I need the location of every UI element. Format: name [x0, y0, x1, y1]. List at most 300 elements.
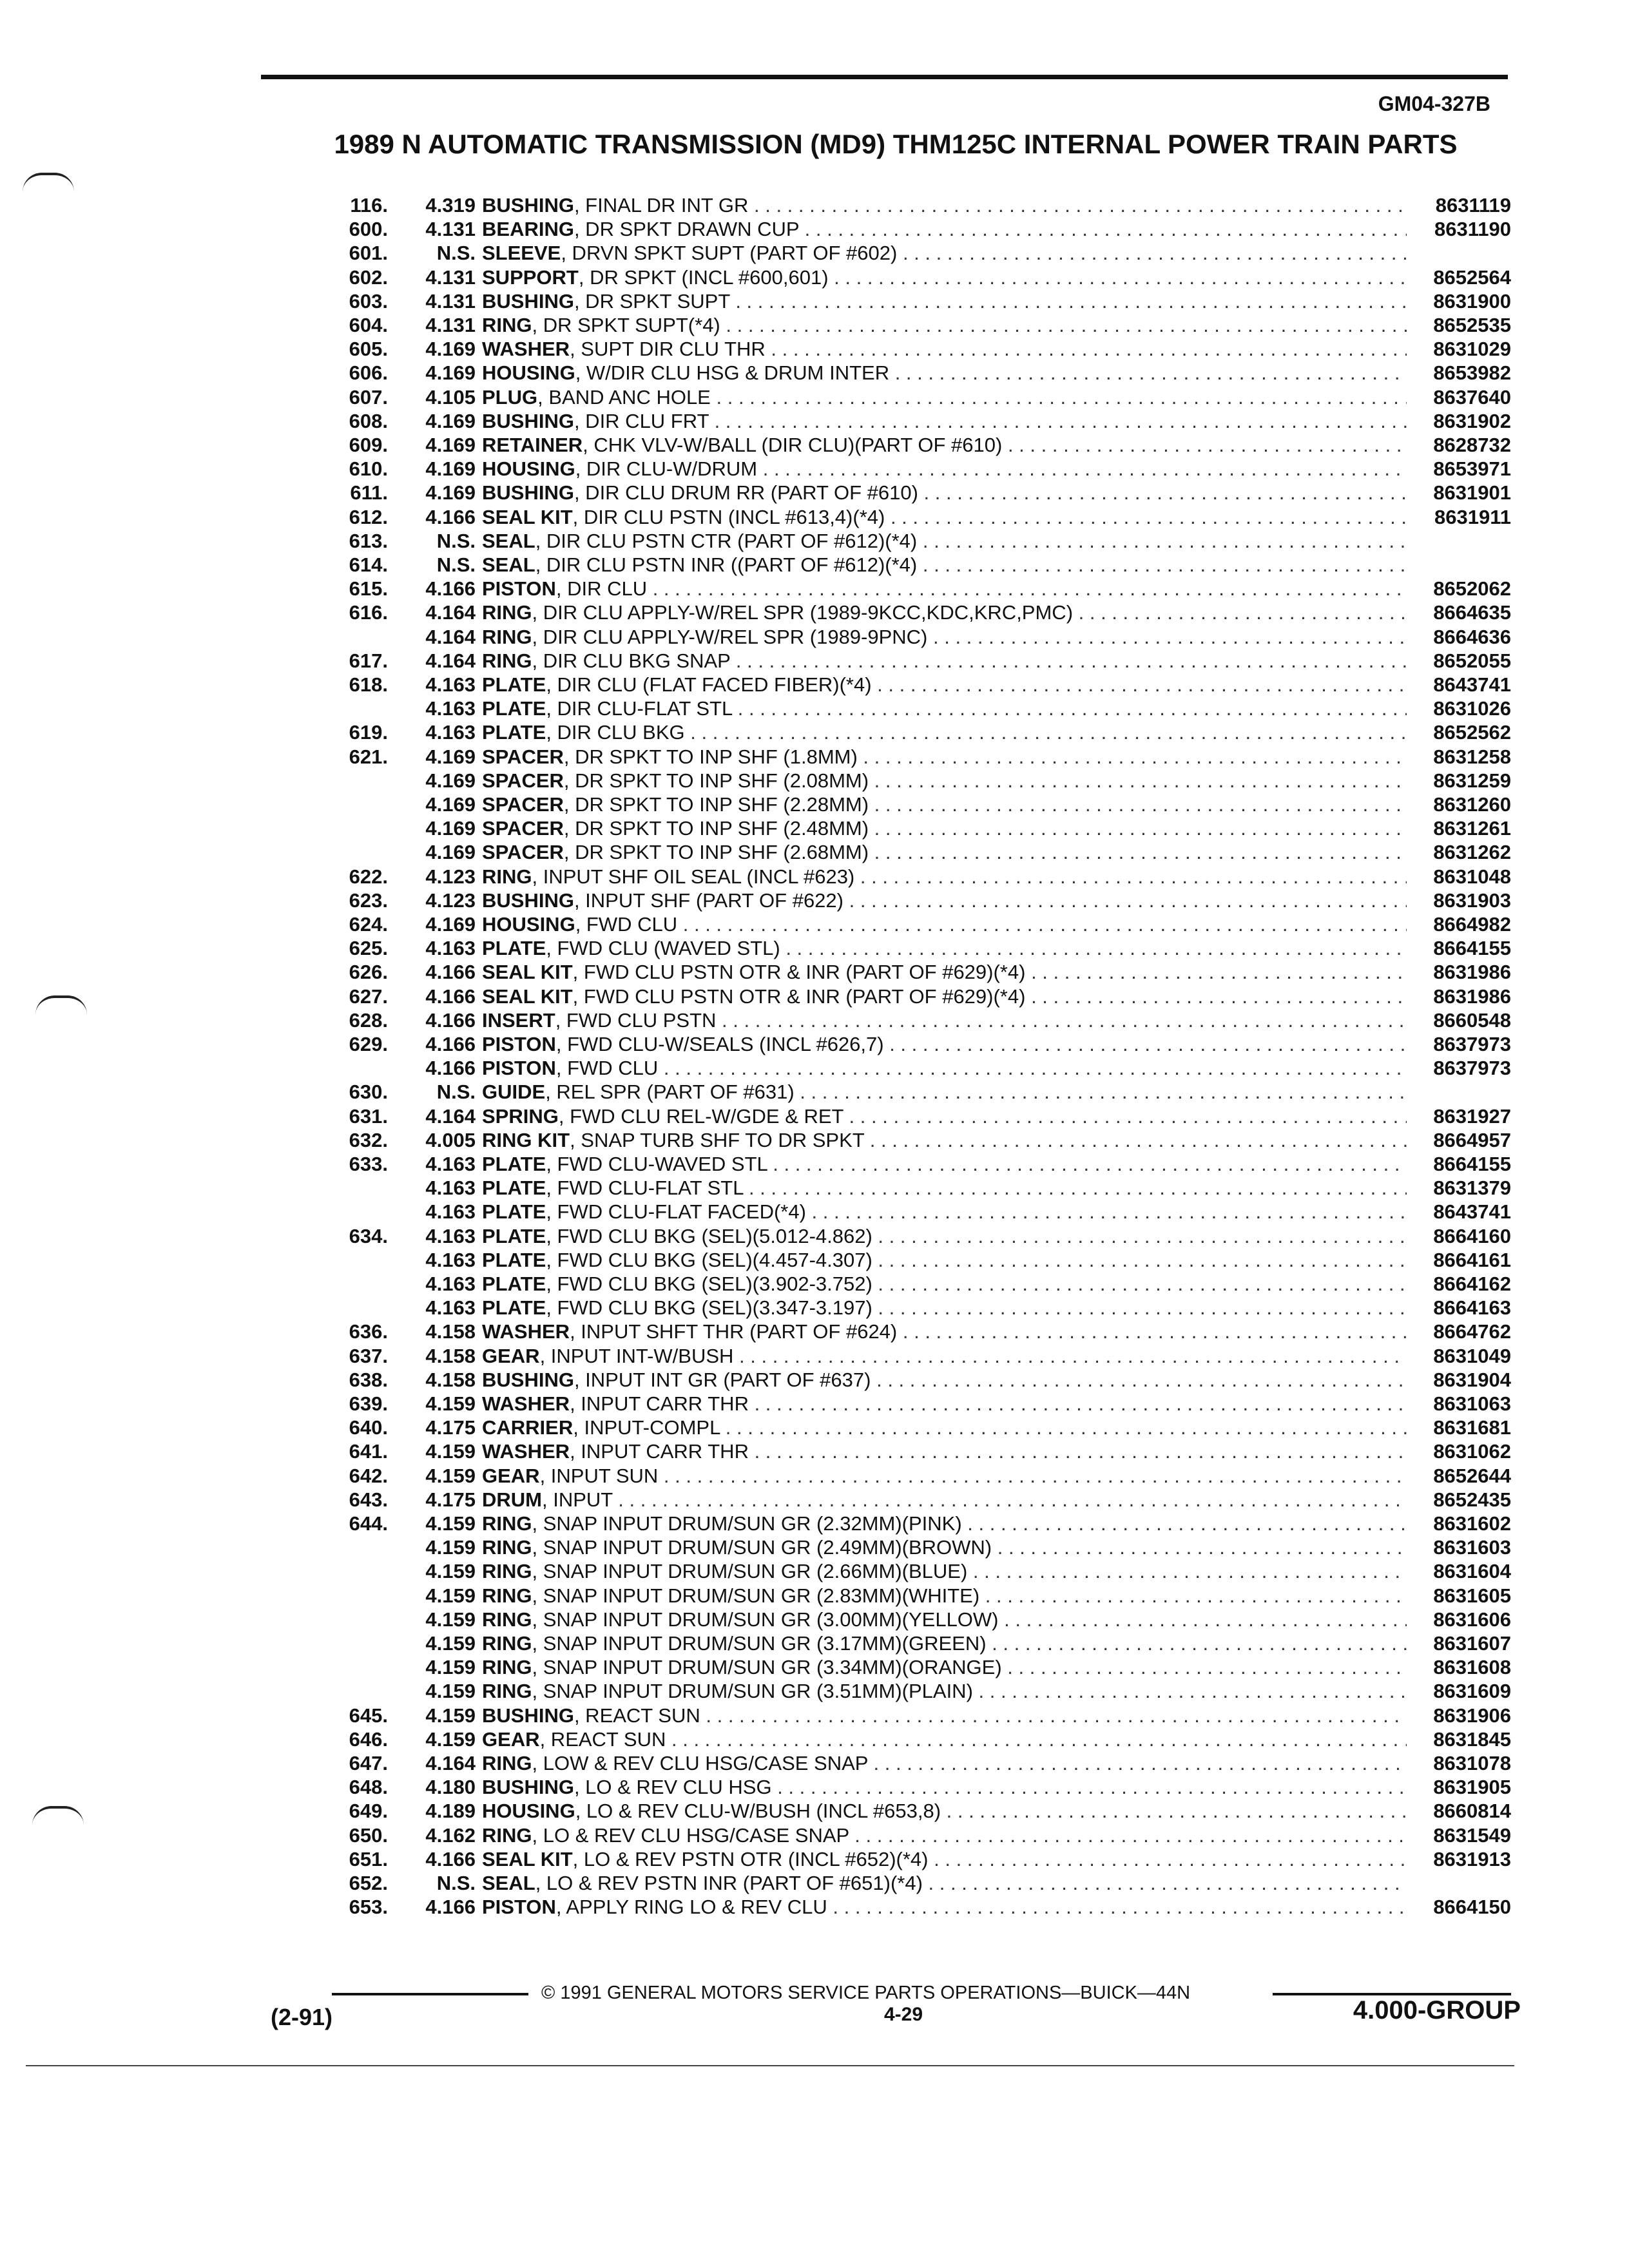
item-number: 639.: [349, 1392, 388, 1415]
part-detail: , INPUT SUN: [539, 1464, 659, 1487]
part-row: [0, 1080, 1629, 1104]
part-row: [0, 505, 1629, 529]
group-code: 4.159: [425, 1608, 476, 1631]
part-name: GEAR: [482, 1344, 540, 1367]
group-code: 4.163: [425, 673, 476, 696]
part-detail: , DIR CLU PSTN (INCL #613,4)(*4): [572, 505, 885, 528]
part-name: SPACER: [482, 793, 564, 816]
item-number: 604.: [349, 314, 388, 336]
part-description: [482, 1248, 1407, 1272]
part-number: 8631906: [1433, 1704, 1511, 1727]
part-number: 8631063: [1433, 1392, 1511, 1415]
part-description: [482, 1871, 1407, 1895]
part-description: [482, 1224, 1407, 1248]
part-detail: , DR SPKT TO INP SHF (2.28MM): [563, 793, 869, 816]
item-number: 628.: [349, 1008, 388, 1032]
part-row: [0, 840, 1629, 864]
part-name: BUSHING: [482, 1776, 574, 1799]
part-row: [0, 1176, 1629, 1200]
part-description: [482, 1152, 1407, 1176]
part-description: [482, 1296, 1407, 1320]
part-description: [482, 1439, 1407, 1463]
part-number: 8664155: [1433, 937, 1511, 960]
part-detail: , DR SPKT SUPT(*4): [532, 314, 720, 336]
part-name: CARRIER: [482, 1416, 574, 1439]
part-row: [0, 601, 1629, 624]
group-code: 4.169: [425, 434, 476, 456]
part-description: [482, 1775, 1407, 1799]
part-row: [0, 720, 1629, 744]
part-row: [0, 481, 1629, 505]
part-row: [0, 385, 1629, 409]
part-description: [482, 1272, 1407, 1296]
part-row: [0, 912, 1629, 936]
group-code: 4.163: [425, 1273, 476, 1295]
part-name: BUSHING: [482, 1704, 574, 1727]
group-code: 4.169: [425, 409, 476, 432]
part-row: [0, 337, 1629, 361]
group-code: 4.166: [425, 1057, 476, 1080]
part-number: 8631549: [1433, 1823, 1511, 1847]
part-number: 8631049: [1433, 1344, 1511, 1367]
part-detail: , DRVN SPKT SUPT (PART OF #602): [561, 242, 898, 265]
item-number: 614.: [349, 553, 388, 576]
part-name: SEAL: [482, 553, 535, 576]
part-detail: , INPUT-COMPL: [573, 1416, 720, 1439]
part-name: BUSHING: [482, 409, 574, 432]
group-code: 4.159: [425, 1464, 476, 1487]
group-code: 4.319: [425, 194, 476, 216]
part-description: [482, 1104, 1407, 1128]
part-row: [0, 577, 1629, 601]
part-description: [482, 1751, 1407, 1775]
group-code: 4.162: [425, 1823, 476, 1847]
part-number: 8652062: [1433, 577, 1511, 601]
part-description: [482, 936, 1407, 960]
item-number: 645.: [349, 1704, 388, 1727]
part-name: PISTON: [482, 577, 556, 601]
part-number: 8631609: [1433, 1680, 1511, 1703]
item-number: 603.: [349, 289, 388, 312]
group-code: 4.166: [425, 577, 476, 601]
part-name: SUPPORT: [482, 265, 579, 289]
part-row: [0, 985, 1629, 1008]
part-number: 8631262: [1433, 841, 1511, 864]
part-description: [482, 265, 1407, 289]
part-detail: , DIR CLU PSTN INR ((PART OF #612)(*4): [535, 553, 918, 576]
part-description: [482, 1704, 1407, 1727]
part-number: 8631602: [1433, 1512, 1511, 1535]
left-margin-mark: [23, 173, 74, 192]
part-row: [0, 361, 1629, 385]
part-row: [0, 625, 1629, 649]
part-description: [482, 1631, 1407, 1655]
part-detail: , APPLY RING LO & REV CLU: [555, 1896, 827, 1919]
item-number: 647.: [349, 1752, 388, 1774]
page-title: 1989 N AUTOMATIC TRANSMISSION (MD9) THM125C INTERNAL POWER TRAIN PARTS: [334, 129, 1458, 159]
part-row: [0, 1128, 1629, 1152]
group-code: N.S.: [436, 1081, 476, 1104]
group-code: 4.159: [425, 1560, 476, 1583]
part-name: SPACER: [482, 841, 564, 864]
part-name: SPACER: [482, 745, 564, 768]
part-row: [0, 793, 1629, 816]
group-code: 4.169: [425, 769, 476, 792]
part-detail: , DR SPKT (INCL #600,601): [578, 265, 829, 289]
part-detail: , LO & REV PSTN OTR (INCL #652)(*4): [572, 1847, 929, 1870]
item-number: 652.: [349, 1872, 388, 1894]
part-detail: , DIR CLU PSTN CTR (PART OF #612)(*4): [535, 529, 918, 552]
item-number: 646.: [349, 1727, 388, 1751]
part-number: 8637973: [1433, 1033, 1511, 1055]
part-detail: , FWD CLU PSTN: [555, 1008, 717, 1032]
part-row: [0, 1775, 1629, 1799]
part-description: [482, 1056, 1407, 1080]
part-number: 8631681: [1433, 1416, 1511, 1439]
part-number: 8631913: [1433, 1847, 1511, 1870]
group-code: 4.169: [425, 361, 476, 385]
part-name: WASHER: [482, 338, 570, 361]
group-code: 4.159: [425, 1656, 476, 1679]
part-row: [0, 241, 1629, 265]
part-name: RING: [482, 1680, 532, 1703]
part-name: PLUG: [482, 385, 538, 408]
part-detail: , REL SPR (PART OF #631): [545, 1081, 795, 1104]
part-detail: , INPUT SHF (PART OF #622): [574, 889, 843, 912]
part-name: RING: [482, 1608, 532, 1631]
group-code: 4.169: [425, 745, 476, 768]
part-detail: , FWD CLU: [555, 1057, 659, 1080]
item-number: 613.: [349, 529, 388, 552]
part-detail: , INPUT SHF OIL SEAL (INCL #623): [532, 865, 855, 888]
part-number: 8631927: [1433, 1104, 1511, 1128]
footer-copyright: © 1991 GENERAL MOTORS SERVICE PARTS OPERATIONS—BUICK—44N: [541, 1983, 1191, 2003]
part-detail: , FWD CLU-WAVED STL: [546, 1153, 767, 1175]
part-detail: , DIR CLU FRT: [574, 409, 709, 432]
item-number: 607.: [349, 385, 388, 408]
item-number: 605.: [349, 338, 388, 361]
part-number: 8631026: [1433, 697, 1511, 720]
part-name: SLEEVE: [482, 242, 561, 265]
group-code: 4.175: [425, 1488, 476, 1511]
group-code: 4.159: [425, 1512, 476, 1535]
item-number: 616.: [349, 601, 388, 624]
part-name: INSERT: [482, 1008, 555, 1032]
part-description: [482, 960, 1407, 984]
part-description: [482, 720, 1407, 744]
part-detail: , LO & REV CLU HSG/CASE SNAP: [532, 1823, 849, 1847]
part-row: [0, 1152, 1629, 1176]
part-name: HOUSING: [482, 361, 575, 385]
part-row: [0, 1320, 1629, 1343]
part-number: 8652055: [1433, 649, 1511, 672]
part-description: [482, 1535, 1407, 1559]
part-number: 8631261: [1433, 817, 1511, 840]
item-number: 600.: [349, 218, 388, 241]
part-description: [482, 745, 1407, 769]
part-row: [0, 1392, 1629, 1416]
part-description: [482, 1727, 1407, 1751]
item-number: 622.: [349, 865, 388, 888]
part-description: [482, 769, 1407, 793]
part-row: [0, 1272, 1629, 1296]
group-code: 4.158: [425, 1344, 476, 1367]
group-code: 4.164: [425, 625, 476, 648]
part-name: SPACER: [482, 769, 564, 792]
item-number: 648.: [349, 1776, 388, 1799]
part-row: [0, 1847, 1629, 1871]
part-name: RING: [482, 649, 532, 672]
part-detail: , BAND ANC HOLE: [537, 385, 711, 408]
group-code: 4.123: [425, 889, 476, 912]
part-description: [482, 1488, 1407, 1512]
part-description: [482, 865, 1407, 889]
part-row: [0, 745, 1629, 769]
part-description: [482, 673, 1407, 697]
part-detail: , W/DIR CLU HSG & DRUM INTER: [575, 361, 890, 385]
part-description: [482, 313, 1407, 337]
part-detail: , DIR CLU BKG: [546, 721, 685, 744]
part-number: 8664160: [1433, 1224, 1511, 1247]
part-number: 8631604: [1433, 1560, 1511, 1583]
part-number: 8637973: [1433, 1057, 1511, 1080]
item-number: 629.: [349, 1033, 388, 1055]
part-number: 8653971: [1433, 457, 1511, 481]
group-code: 4.105: [425, 385, 476, 408]
part-description: [482, 505, 1407, 529]
item-number: 625.: [349, 937, 388, 960]
part-row: [0, 553, 1629, 577]
part-name: BUSHING: [482, 194, 574, 216]
group-code: 4.163: [425, 697, 476, 720]
group-code: N.S.: [436, 242, 476, 265]
part-row: [0, 1464, 1629, 1488]
part-description: [482, 1344, 1407, 1368]
part-description: [482, 1655, 1407, 1679]
group-code: 4.164: [425, 601, 476, 624]
document-id: GM04-327B: [1378, 92, 1490, 115]
part-name: SPACER: [482, 817, 564, 840]
part-name: HOUSING: [482, 457, 575, 481]
part-row: [0, 1679, 1629, 1703]
part-row: [0, 1608, 1629, 1631]
part-row: [0, 1104, 1629, 1128]
group-code: 4.166: [425, 1896, 476, 1919]
part-number: 8631379: [1433, 1177, 1511, 1200]
group-code: 4.164: [425, 649, 476, 672]
part-detail: , DIR CLU APPLY-W/REL SPR (1989-9KCC,KDC,KRC,PMC): [532, 601, 1074, 624]
part-detail: , DIR CLU-W/DRUM: [575, 457, 758, 481]
part-description: [482, 361, 1407, 385]
part-name: RING: [482, 1823, 532, 1847]
part-detail: , DR SPKT DRAWN CUP: [574, 218, 800, 241]
item-number: 631.: [349, 1104, 388, 1128]
part-name: BEARING: [482, 218, 574, 241]
item-number: 632.: [349, 1128, 388, 1151]
group-code: 4.189: [425, 1800, 476, 1823]
part-row: [0, 1200, 1629, 1224]
part-name: WASHER: [482, 1440, 570, 1463]
part-name: PLATE: [482, 1296, 546, 1320]
item-number: 643.: [349, 1488, 388, 1511]
part-description: [482, 601, 1407, 624]
part-row: [0, 816, 1629, 840]
item-number: 608.: [349, 409, 388, 432]
part-name: RING: [482, 625, 532, 648]
part-row: [0, 1799, 1629, 1823]
part-number: 8652564: [1433, 265, 1511, 289]
part-name: GEAR: [482, 1727, 540, 1751]
part-row: [0, 1823, 1629, 1847]
group-code: 4.159: [425, 1632, 476, 1655]
part-detail: , FWD CLU (WAVED STL): [546, 937, 780, 960]
group-code: 4.169: [425, 841, 476, 864]
part-name: PLATE: [482, 937, 546, 960]
part-number: 8631902: [1433, 409, 1511, 432]
part-row: [0, 1512, 1629, 1535]
part-detail: , DIR CLU: [555, 577, 648, 601]
part-description: [482, 1823, 1407, 1847]
part-number: 8652435: [1433, 1488, 1511, 1511]
item-number: 602.: [349, 265, 388, 289]
part-detail: , DR SPKT SUPT: [574, 289, 730, 312]
item-number: 641.: [349, 1440, 388, 1463]
part-detail: , LO & REV CLU-W/BUSH (INCL #653,8): [575, 1800, 941, 1823]
part-row: [0, 1535, 1629, 1559]
part-number: 8643741: [1433, 1200, 1511, 1224]
part-name: SEAL KIT: [482, 985, 573, 1008]
part-row: [0, 1439, 1629, 1463]
part-name: PISTON: [482, 1033, 556, 1055]
group-code: 4.163: [425, 1296, 476, 1320]
group-code: 4.131: [425, 218, 476, 241]
part-detail: , FWD CLU PSTN OTR & INR (PART OF #629)(*4): [572, 961, 1026, 984]
part-number: 8631260: [1433, 793, 1511, 816]
part-description: [482, 625, 1407, 649]
group-code: 4.131: [425, 289, 476, 312]
part-name: PLATE: [482, 721, 546, 744]
part-row: [0, 1344, 1629, 1368]
part-number: 8664635: [1433, 601, 1511, 624]
group-code: 4.164: [425, 1104, 476, 1128]
part-detail: , SNAP INPUT DRUM/SUN GR (2.66MM)(BLUE): [532, 1560, 968, 1583]
part-row: [0, 193, 1629, 217]
part-description: [482, 577, 1407, 601]
part-name: WASHER: [482, 1392, 570, 1415]
part-number: 8664155: [1433, 1153, 1511, 1175]
item-number: 638.: [349, 1368, 388, 1391]
part-detail: , FINAL DR INT GR: [574, 194, 749, 216]
part-detail: , REACT SUN: [539, 1727, 666, 1751]
part-detail: , FWD CLU: [575, 913, 678, 936]
part-row: [0, 313, 1629, 337]
part-name: SEAL KIT: [482, 505, 573, 528]
group-code: 4.175: [425, 1416, 476, 1439]
group-code: 4.158: [425, 1368, 476, 1391]
part-number: 8631901: [1433, 481, 1511, 505]
part-number: 8631603: [1433, 1536, 1511, 1559]
part-row: [0, 1296, 1629, 1320]
part-row: [0, 1655, 1629, 1679]
part-name: GUIDE: [482, 1081, 546, 1104]
part-number: 8628732: [1433, 434, 1511, 456]
part-number: 8631062: [1433, 1440, 1511, 1463]
part-row: [0, 1416, 1629, 1439]
part-description: [482, 1847, 1407, 1871]
part-detail: , LOW & REV CLU HSG/CASE SNAP: [532, 1752, 868, 1774]
part-detail: , INPUT: [542, 1488, 613, 1511]
group-code: 4.164: [425, 1752, 476, 1774]
part-description: [482, 649, 1407, 673]
part-description: [482, 1080, 1407, 1104]
part-description: [482, 529, 1407, 553]
item-number: 617.: [349, 649, 388, 672]
group-code: 4.166: [425, 1033, 476, 1055]
part-description: [482, 1512, 1407, 1535]
part-number: 8664982: [1433, 913, 1511, 936]
group-code: 4.163: [425, 1200, 476, 1224]
item-number: 619.: [349, 721, 388, 744]
part-detail: , SNAP INPUT DRUM/SUN GR (3.17MM)(GREEN): [532, 1632, 987, 1655]
group-code: 4.166: [425, 985, 476, 1008]
group-code: 4.005: [425, 1128, 476, 1151]
part-number: 8652644: [1433, 1464, 1511, 1487]
part-number: 8631986: [1433, 985, 1511, 1008]
part-detail: , DIR CLU (FLAT FACED FIBER)(*4): [546, 673, 872, 696]
part-detail: , DIR CLU DRUM RR (PART OF #610): [574, 481, 918, 505]
part-row: [0, 769, 1629, 793]
part-name: SEAL KIT: [482, 1847, 573, 1870]
item-number: 624.: [349, 913, 388, 936]
part-number: 8652562: [1433, 721, 1511, 744]
part-number: 8631607: [1433, 1632, 1511, 1655]
group-code: 4.158: [425, 1320, 476, 1343]
part-description: [482, 289, 1407, 313]
item-number: 637.: [349, 1344, 388, 1367]
part-number: 8652535: [1433, 314, 1511, 336]
group-code: 4.163: [425, 937, 476, 960]
part-description: [482, 793, 1407, 816]
part-description: [482, 1679, 1407, 1703]
item-number: 636.: [349, 1320, 388, 1343]
group-code: 4.169: [425, 481, 476, 505]
part-description: [482, 1584, 1407, 1608]
item-number: 612.: [349, 505, 388, 528]
part-detail: , SNAP TURB SHF TO DR SPKT: [570, 1128, 865, 1151]
part-name: BUSHING: [482, 889, 574, 912]
part-description: [482, 889, 1407, 912]
part-row: [0, 1584, 1629, 1608]
part-description: [482, 1559, 1407, 1583]
part-row: [0, 697, 1629, 720]
part-number: 8631048: [1433, 865, 1511, 888]
group-code: 4.166: [425, 505, 476, 528]
part-detail: , SNAP INPUT DRUM/SUN GR (2.32MM)(PINK): [532, 1512, 962, 1535]
item-number: 615.: [349, 577, 388, 601]
footer-date: (2-91): [271, 2004, 333, 2030]
item-number: 116.: [350, 194, 388, 216]
part-description: [482, 1032, 1407, 1056]
part-row: [0, 865, 1629, 889]
part-detail: , DIR CLU APPLY-W/REL SPR (1989-9PNC): [532, 625, 928, 648]
part-row: [0, 265, 1629, 289]
group-code: 4.163: [425, 721, 476, 744]
group-code: 4.169: [425, 817, 476, 840]
part-description: [482, 337, 1407, 361]
part-name: PISTON: [482, 1896, 556, 1919]
group-code: 4.131: [425, 314, 476, 336]
part-name: HOUSING: [482, 1800, 575, 1823]
